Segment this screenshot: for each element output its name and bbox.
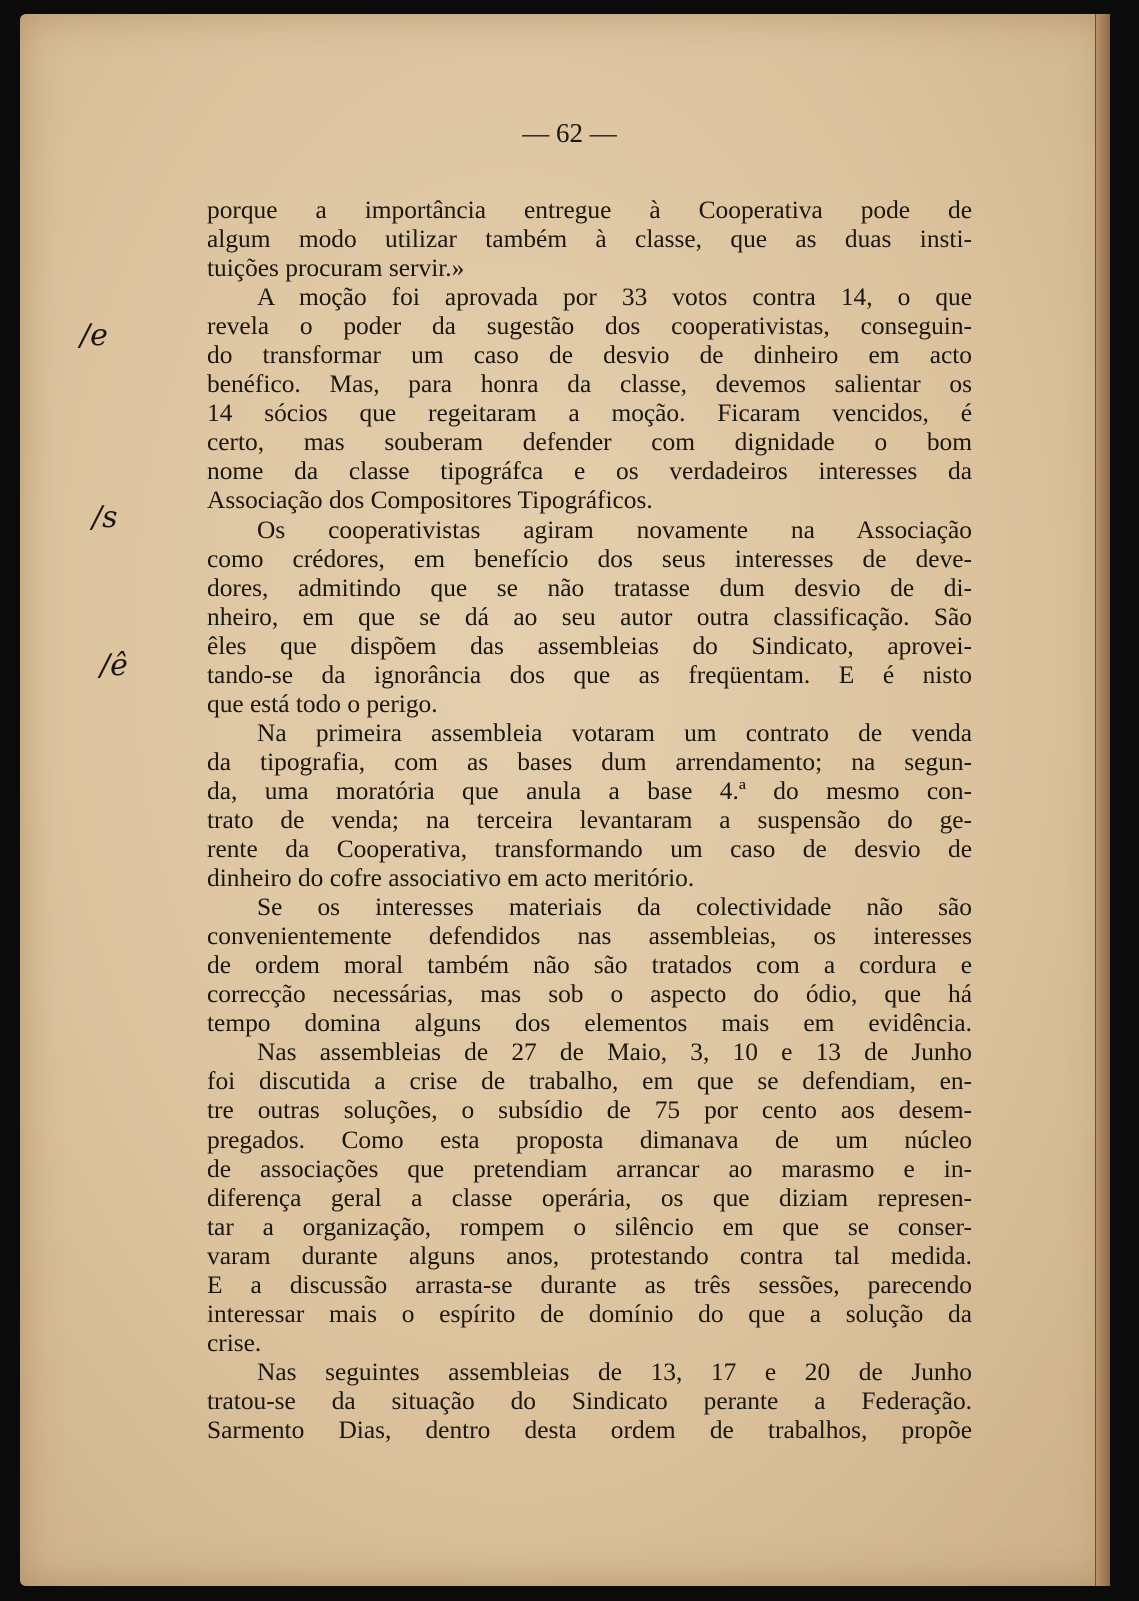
text-line: certo, mas souberam defender com dignidade o bom — [207, 428, 972, 457]
text-line: benéfico. Mas, para honra da classe, devemos salientar os — [207, 370, 972, 399]
body-text — [207, 196, 972, 1445]
text-line: Na primeira assembleia votaram um contrato de venda — [257, 718, 972, 747]
text-line: dinheiro do cofre associativo em acto meritório. — [207, 864, 695, 893]
text-line: varam durante alguns anos, protestando contra tal medida. — [207, 1241, 972, 1270]
page-edge — [1095, 14, 1110, 1586]
text-line: nheiro, em que se dá ao seu autor outra classificação. São — [207, 602, 972, 631]
text-line: tuições procuram servir.» — [207, 254, 465, 283]
text-line: pregados. Como esta proposta dimanava de um núcleo — [207, 1125, 972, 1154]
text-line: Nas assembleias de 27 de Maio, 3, 10 e 13 de Junho — [257, 1038, 972, 1067]
text-line: convenientemente defendidos nas assembleias, os interesses — [207, 922, 972, 951]
margin-note-1: /e — [80, 318, 108, 353]
text-line: trato de venda; na terceira levantaram a suspensão do ge- — [207, 805, 972, 834]
text-line: rente da Cooperativa, transformando um caso de desvio de — [207, 835, 972, 864]
text-line: 14 sócios que regeitaram a moção. Ficaram vencidos, é — [207, 399, 972, 428]
text-line: Se os interesses materiais da colectividade não são — [257, 893, 972, 922]
text-line: tar a organização, rompem o silêncio em que se conser- — [207, 1212, 972, 1241]
text-line: de associações que pretendiam arrancar ao marasmo e in- — [207, 1154, 972, 1183]
text-line: Os cooperativistas agiram novamente na Associação — [257, 515, 972, 544]
text-line: porque a importância entregue à Cooperativa pode de — [207, 196, 972, 224]
page-number: — 62 — — [522, 118, 617, 148]
text-line: tando-se da ignorância dos que as freqüentam. E é nisto — [207, 660, 972, 689]
text-line: que está todo o perigo. — [207, 689, 438, 718]
text-line: da, uma moratória que anula a base 4.ª do mesmo con- — [207, 776, 972, 805]
text-line: algum modo utilizar também à classe, que as duas insti- — [207, 225, 972, 254]
margin-note-2: /s — [92, 500, 118, 535]
text-line: tratou-se da situação do Sindicato perante a Federação. — [207, 1386, 972, 1415]
text-line: tempo domina alguns dos elementos mais em evidência. — [207, 1009, 972, 1038]
text-line: A moção foi aprovada por 33 votos contra 14, o que — [257, 283, 972, 312]
text-line: dores, admitindo que se não tratasse dum desvio de di- — [207, 573, 972, 602]
text-line: revela o poder da sugestão dos cooperativistas, conseguin- — [207, 312, 972, 341]
text-line: de ordem moral também não são tratados com a cordura e — [207, 951, 972, 980]
text-line: do transformar um caso de desvio de dinheiro em acto — [207, 341, 972, 370]
text-line: diferença geral a classe operária, os que diziam represen- — [207, 1183, 972, 1212]
text-line: nome da classe tipográfca e os verdadeiros interesses da — [207, 457, 972, 486]
text-line: correcção necessárias, mas sob o aspecto do ódio, que há — [207, 980, 972, 1009]
text-line: Nas seguintes assembleias de 13, 17 e 20 de Junho — [257, 1357, 972, 1386]
text-line: como crédores, em benefício dos seus interesses de deve- — [207, 544, 972, 573]
margin-note-3: /ê — [100, 648, 128, 683]
text-line: foi discutida a crise de trabalho, em que se defendiam, en- — [207, 1067, 972, 1096]
text-line: Sarmento Dias, dentro desta ordem de trabalhos, propõe — [207, 1415, 972, 1444]
text-line: crise. — [207, 1328, 262, 1357]
text-line: interessar mais o espírito de domínio do que a solução da — [207, 1299, 972, 1328]
text-line: da tipografia, com as bases dum arrendamento; na segun- — [207, 747, 972, 776]
text-line: tre outras soluções, o subsídio de 75 por cento aos desem- — [207, 1096, 972, 1125]
text-line: E a discussão arrasta-se durante as três sessões, parecendo — [207, 1270, 972, 1299]
text-line: Associação dos Compositores Tipográficos. — [207, 486, 653, 515]
text-line: êles que dispõem das assembleias do Sindicato, aprovei- — [207, 631, 972, 660]
